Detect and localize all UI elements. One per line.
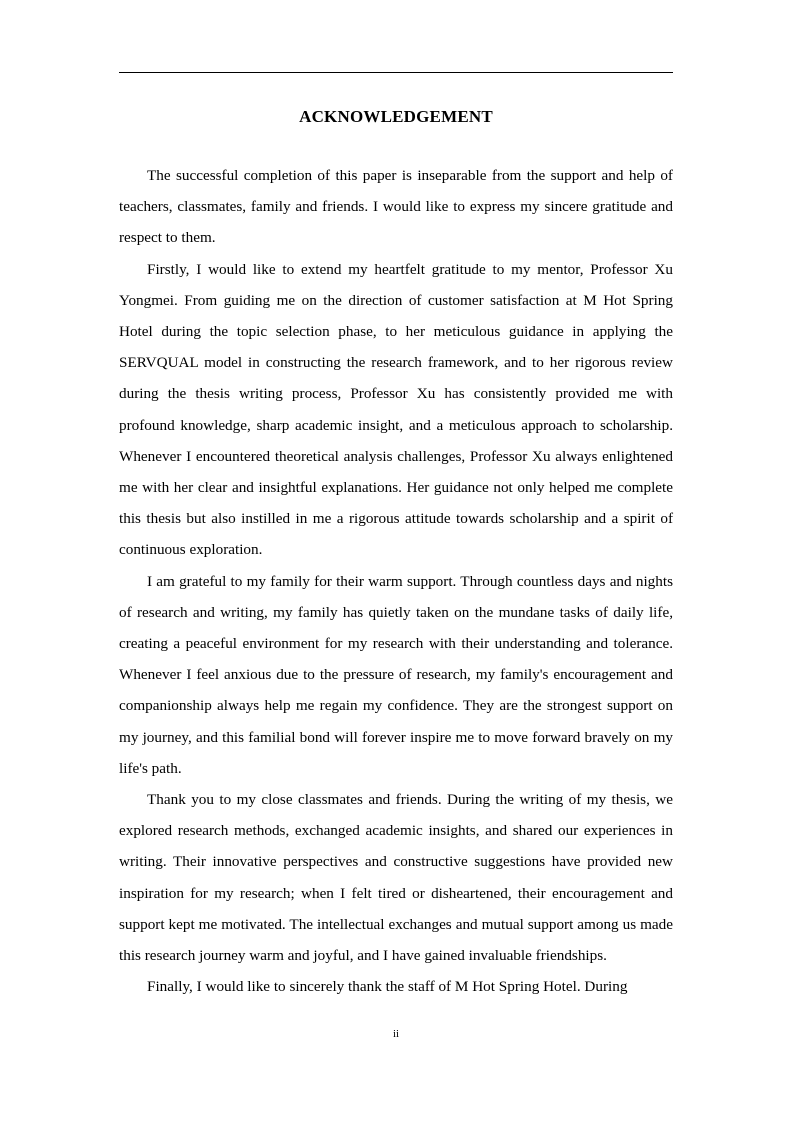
header-rule	[119, 72, 673, 73]
page-number: ii	[392, 1028, 400, 1040]
paragraph-family: I am grateful to my family for their warm support. Through countless days and nights of research and writing, my family has quietly taken on the mundane tasks of daily life, creating a peaceful environment for my research with their understanding and tolerance. Whenever I feel anxious due to the pressure of research, my family's encouragement and companionship always help me regain my confidence. They are the strongest support on my journey, and this familial bond will forever inspire me to move forward bravely on my life's path.	[119, 572, 673, 777]
acknowledgement-body	[119, 160, 673, 1002]
paragraph-classmates: Thank you to my close classmates and friends. During the writing of my thesis, we explored research methods, exchanged academic insights, and shared our experiences in writing. Their innovative perspectives and constructive suggestions have provided new inspiration for my research; when I felt tired or disheartened, their encouragement and support kept me motivated. The intellectual exchanges and mutual support among us made this research journey warm and joyful, and I have gained invaluable friendships.	[119, 791, 673, 965]
page-title: ACKNOWLEDGEMENT	[299, 107, 493, 126]
paragraph-mentor: Firstly, I would like to extend my heartfelt gratitude to my mentor, Professor Xu Yongmei. From guiding me on the direction of customer satisfaction at M Hot Spring Hotel during the topic selection phase, to her meticulous guidance in applying the SERVQUAL model in constructing the research framework, and to her rigorous review during the thesis writing process, Professor Xu has consistently provided me with profound knowledge, sharp academic insight, and a meticulous approach to scholarship. Whenever I encountered theoretical analysis challenges, Professor Xu always enlightened me with her clear and insightful explanations. Her guidance not only helped me complete this thesis but also instilled in me a rigorous attitude towards scholarship and a spirit of continuous exploration.	[119, 260, 673, 559]
paragraph-intro: The successful completion of this paper is inseparable from the support and help of teachers, classmates, family and friends. I would like to express my sincere gratitude and respect to them.	[119, 167, 673, 247]
paragraph-hotel-staff: Finally, I would like to sincerely thank the staff of M Hot Spring Hotel. During	[147, 978, 628, 996]
